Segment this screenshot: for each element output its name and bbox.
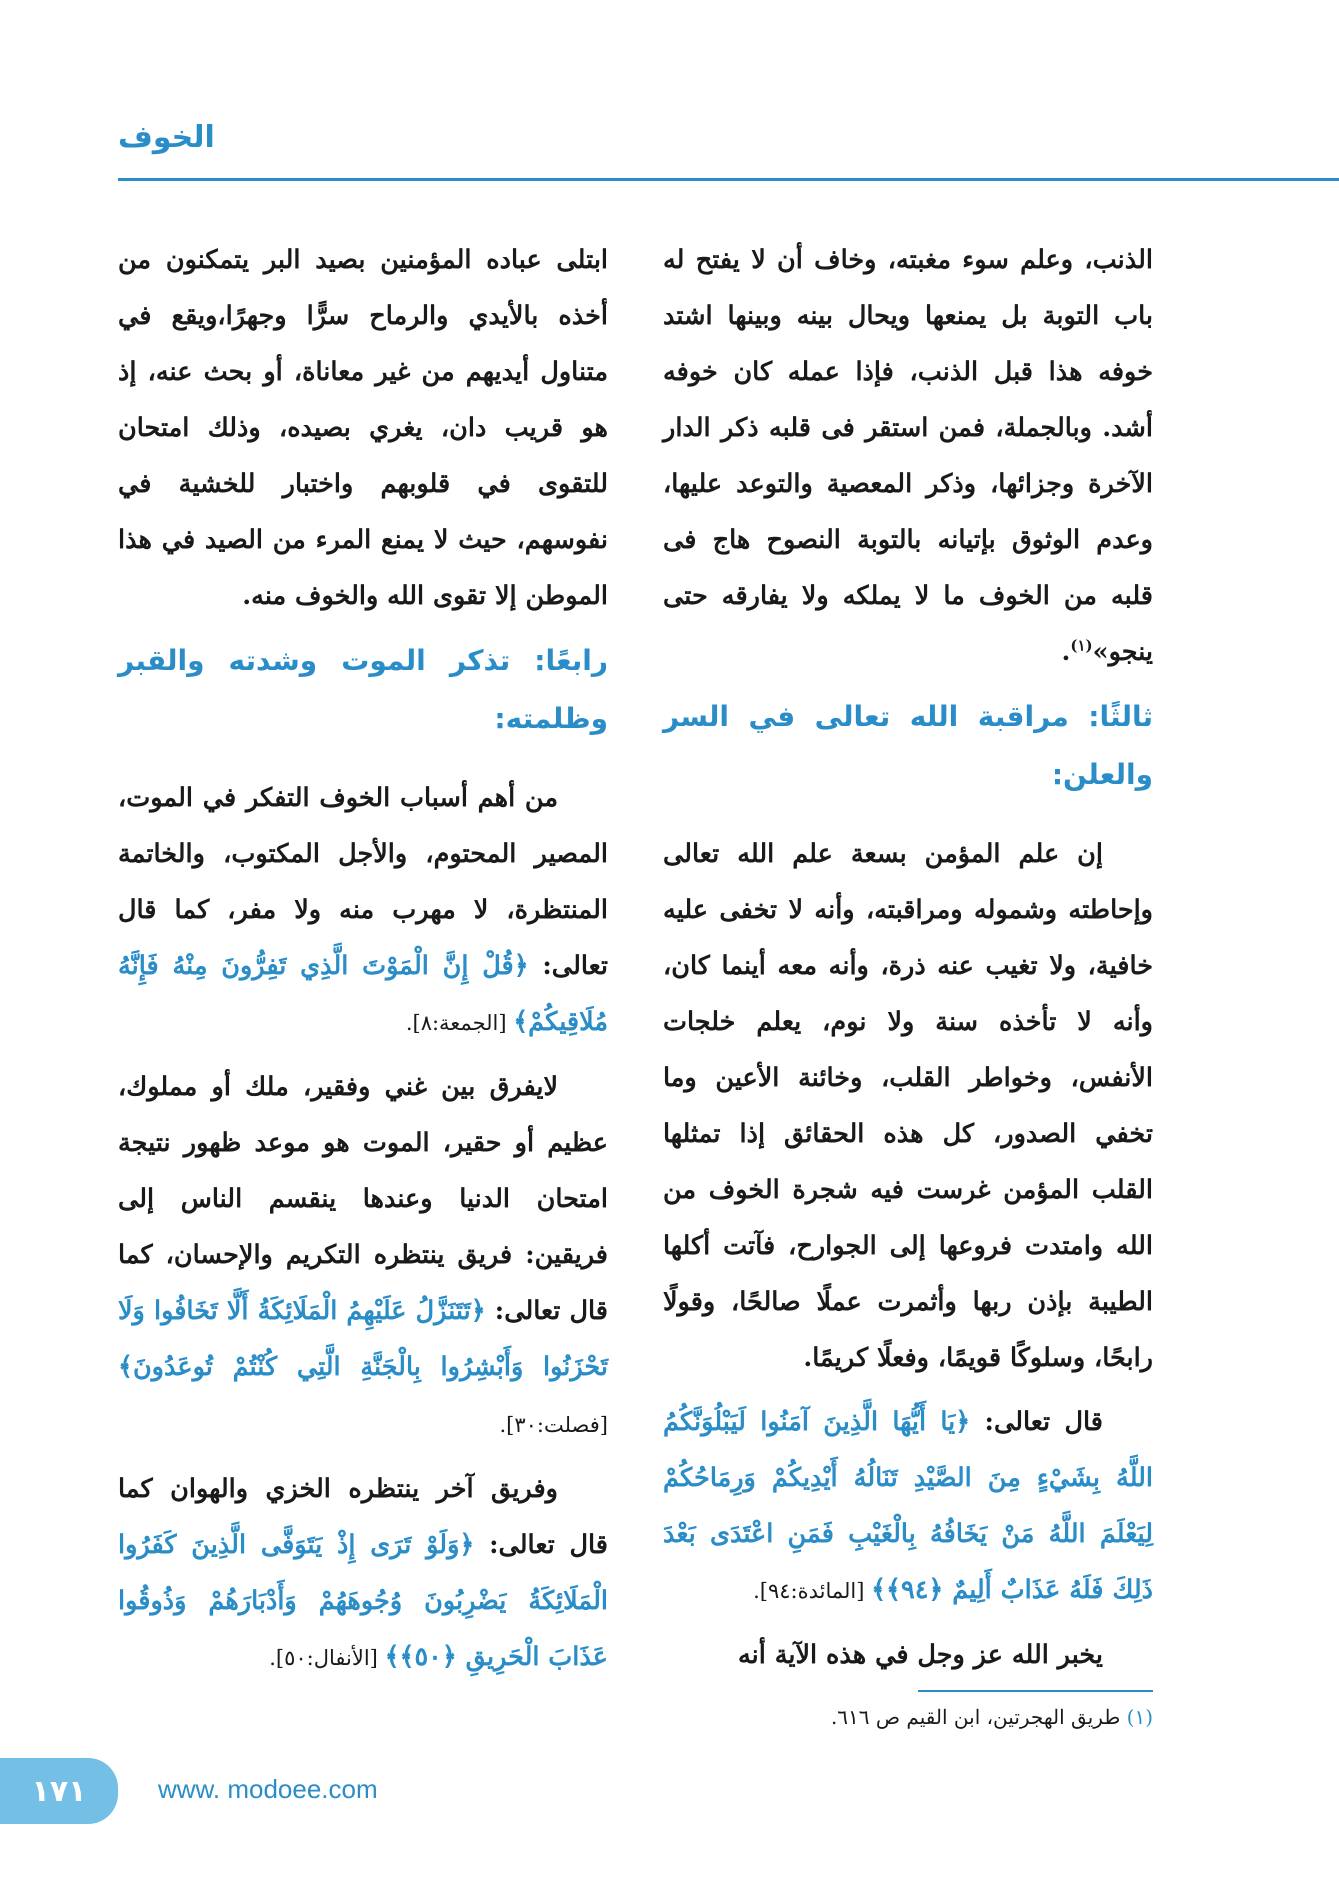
paragraph: ابتلى عباده المؤمنين بصيد البر يتمكنون من أخذه بالأيدي والرماح سرًّا وجهرًا،ويقع في متناول أيديهم من غير معاناة، أو بحث عنه، إذ هو قريب دان، يغري بصيده، وذلك امتحان للتقوى في قلوبهم واختبار للخشية في نفوسهم، حيث لا يمنع المرء من الصيد في هذا الموطن إلا تقوى الله والخوف منه. bbox=[118, 245, 608, 611]
verse-reference: [الأنفال:٥٠]. bbox=[269, 1646, 385, 1670]
verse-paragraph bbox=[118, 770, 608, 1051]
right-column bbox=[663, 232, 1153, 1691]
quran-verse: ﴿يَا أَيُّهَا الَّذِينَ آمَنُوا لَيَبْلُوَنَّكُمُ اللَّهُ بِشَيْءٍ مِنَ الصَّيْدِ تَنَالُهُ أَيْدِيكُمْ وَرِمَاحُكُمْ لِيَعْلَمَ اللَّهُ مَنْ يَخَافُهُ بِالْغَيْبِ فَمَنِ اعْتَدَى بَعْدَ ذَلِكَ فَلَهُ عَذَابٌ أَلِيمٌ ﴿٩٤﴾﴾ bbox=[663, 1407, 1153, 1605]
page-number-badge bbox=[0, 1758, 118, 1824]
header-divider bbox=[118, 178, 1339, 181]
footnote bbox=[663, 1705, 1153, 1729]
verse-paragraph bbox=[663, 1394, 1153, 1619]
section-heading: ثالثًا: مراقبة الله تعالى في السر والعلن: bbox=[663, 700, 1153, 791]
verse-reference: [فصلت:٣٠]. bbox=[499, 1413, 608, 1437]
paragraph: إن علم المؤمن بسعة علم الله تعالى وإحاطته وشموله ومراقبته، وأنه لا تخفى عليه خافية، ولا تغيب عنه ذرة، وأنه معه أينما كان، وأنه لا تأخذه سنة ولا نوم، يعلم خلجات الأنفس، وخواطر القلب، وخائنة الأعين وما تخفي الصدور، كل هذه الحقائق إذا تمثلها القلب المؤمن غرست فيه شجرة الخوف من الله وامتدت فروعها إلى الجوارح، فآتت أكلها الطيبة بإذن ربها وأثمرت عملًا صالحًا، وقولًا رابحًا، وسلوكًا قويمًا، وفعلًا كريمًا. bbox=[663, 839, 1153, 1373]
quran-verse: ﴿وَلَوْ تَرَى إِذْ يَتَوَفَّى الَّذِينَ كَفَرُوا الْمَلَائِكَةُ يَضْرِبُونَ وُجُوهَهُمْ وَأَدْبَارَهُمْ وَذُوقُوا عَذَابَ الْحَرِيقِ ﴿٥٠﴾﴾ bbox=[118, 1530, 608, 1672]
quran-verse: ﴿تَتَنَزَّلُ عَلَيْهِمُ الْمَلَائِكَةُ أَلَّا تَخَافُوا وَلَا تَحْزَنُوا وَأَبْشِرُوا بِالْجَنَّةِ الَّتِي كُنْتُمْ تُوعَدُونَ﴾ bbox=[118, 1296, 608, 1382]
section-heading: رابعًا: تذكر الموت وشدته والقبر وظلمته: bbox=[118, 644, 608, 735]
footnote-divider bbox=[918, 1690, 1153, 1692]
quran-verse: ﴿قُلْ إِنَّ الْمَوْتَ الَّذِي تَفِرُّونَ مِنْهُ فَإِنَّهُ مُلَاقِيكُمْ﴾ bbox=[118, 951, 608, 1037]
footnote-text: طريق الهجرتين، ابن القيم ص ٦١٦. bbox=[830, 1705, 1121, 1729]
paragraph-text: من أهم أسباب الخوف التفكر في الموت، المصير المحتوم، والأجل المكتوب، والخاتمة المنتظرة، لا مهرب منه ولا مفر، كما قال تعالى: bbox=[118, 783, 609, 981]
paragraph-text: وفريق آخر ينتظره الخزي والهوان كما قال تعالى: bbox=[118, 1474, 608, 1560]
page-number: ١٧١ bbox=[31, 1773, 87, 1809]
footnote-marker[interactable]: (١) bbox=[1070, 636, 1093, 655]
verse-intro: قال تعالى: bbox=[970, 1407, 1103, 1437]
verse-paragraph bbox=[118, 1461, 608, 1686]
verse-reference: [المائدة:٩٤]. bbox=[753, 1579, 872, 1603]
page-title: الخوف bbox=[118, 120, 215, 155]
paragraph-text: الذنب، وعلم سوء مغبته، وخاف أن لا يفتح له باب التوبة بل يمنعها ويحال بينه وبينها اشتد خوفه هذا قبل الذنب، فإذا عمله كان خوفه أشد. وبالجملة، فمن استقر فى قلبه ذكر الدار الآخرة وجزائها، وذكر المعصية والتوعد عليها، وعدم الوثوق بإتيانه بالتوبة النصوح هاج فى قلبه من الخوف ما لا يملكه ولا يفارقه حتى ينجو» bbox=[663, 245, 1153, 667]
paragraph bbox=[663, 232, 1153, 680]
paragraph-text: لايفرق بين غني وفقير، ملك أو مملوك، عظيم أو حقير، الموت هو موعد ظهور نتيجة امتحان الدنيا وعندها ينقسم الناس إلى فريقين: فريق ينتظره التكريم والإحسان، كما قال تعالى: bbox=[118, 1072, 608, 1326]
left-column bbox=[118, 232, 608, 1694]
paragraph: يخبر الله عز وجل في هذه الآية أنه bbox=[738, 1640, 1103, 1670]
footnote-number: (١) bbox=[1126, 1705, 1153, 1729]
website-link[interactable]: www. modoee.com bbox=[158, 1774, 378, 1804]
verse-paragraph bbox=[118, 1059, 608, 1453]
verse-reference: [الجمعة:٨]. bbox=[405, 1011, 514, 1035]
paragraph-end: . bbox=[1061, 637, 1071, 667]
